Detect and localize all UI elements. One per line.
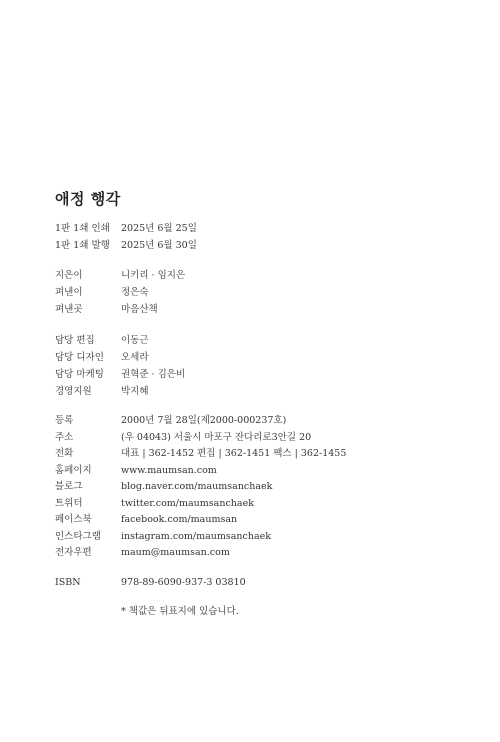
staff-row-designer (55, 352, 149, 364)
staff-label: 경영지원 (55, 386, 92, 397)
credit-row-publisher (55, 304, 158, 316)
isbn-row (55, 577, 246, 589)
staff-value: 권혁준 · 김은비 (121, 369, 186, 380)
info-label: 블로그 (55, 481, 83, 492)
info-row-instagram (55, 531, 271, 543)
info-row-phone (55, 448, 346, 460)
info-row-facebook (55, 514, 237, 526)
staff-row-marketing (55, 369, 185, 381)
info-row-address (55, 432, 311, 444)
info-value: 2000년 7월 28일(제2000-000237호) (121, 415, 287, 426)
staff-value: 오세라 (121, 352, 149, 363)
info-row-twitter (55, 498, 254, 510)
printing-row-first-publish (55, 240, 197, 252)
info-row-homepage (55, 465, 217, 477)
info-label: 트위터 (55, 498, 83, 509)
staff-label: 담당 편집 (55, 335, 95, 346)
staff-row-editor (55, 335, 149, 347)
info-value: www.maumsan.com (121, 465, 217, 476)
info-label: 전화 (55, 448, 74, 459)
printing-label: 1판 1쇄 인쇄 (55, 223, 110, 234)
isbn-value: 978-89-6090-937-3 03810 (121, 577, 246, 588)
staff-row-management (55, 386, 149, 398)
credit-label: 지은이 (55, 270, 83, 281)
info-label: 등록 (55, 415, 74, 426)
printing-date: 2025년 6월 25일 (121, 223, 197, 234)
credit-value: 마음산책 (121, 304, 158, 315)
info-value: 대표 | 362-1452 편집 | 362-1451 팩스 | 362-1455 (121, 448, 347, 459)
staff-label: 담당 디자인 (55, 352, 104, 363)
credit-value: 정은숙 (121, 287, 149, 298)
info-label: 페이스북 (55, 514, 92, 525)
credit-row-author (55, 270, 185, 282)
staff-value: 박지혜 (121, 386, 149, 397)
staff-label: 담당 마케팅 (55, 369, 104, 380)
info-label: 홈페이지 (55, 465, 92, 476)
info-value: blog.naver.com/maumsanchaek (121, 481, 273, 492)
credit-label: 펴낸곳 (55, 304, 83, 315)
info-row-blog (55, 481, 272, 493)
info-value: (우 04043) 서울시 마포구 잔다리로3안길 20 (121, 432, 312, 443)
book-title: 애정 행각 (55, 190, 121, 208)
printing-row-first-print (55, 223, 197, 235)
info-value: facebook.com/maumsan (121, 514, 238, 525)
printing-label: 1판 1쇄 발행 (55, 240, 110, 251)
credit-row-publisher-person (55, 287, 149, 299)
staff-value: 이동근 (121, 335, 149, 346)
info-value: maum@maumsan.com (121, 547, 230, 558)
price-note: * 책값은 뒤표지에 있습니다. (121, 606, 239, 617)
info-label: 주소 (55, 432, 74, 443)
info-row-email (55, 547, 230, 559)
printing-date: 2025년 6월 30일 (121, 240, 197, 251)
info-value: twitter.com/maumsanchaek (121, 498, 254, 509)
info-row-registration (55, 415, 286, 427)
info-label: 전자우편 (55, 547, 92, 558)
credit-label: 펴낸이 (55, 287, 83, 298)
info-value: instagram.com/maumsanchaek (121, 531, 272, 542)
credit-value: 니키리 · 임지은 (121, 270, 186, 281)
info-label: 인스타그램 (55, 531, 101, 542)
isbn-label: ISBN (55, 577, 81, 588)
